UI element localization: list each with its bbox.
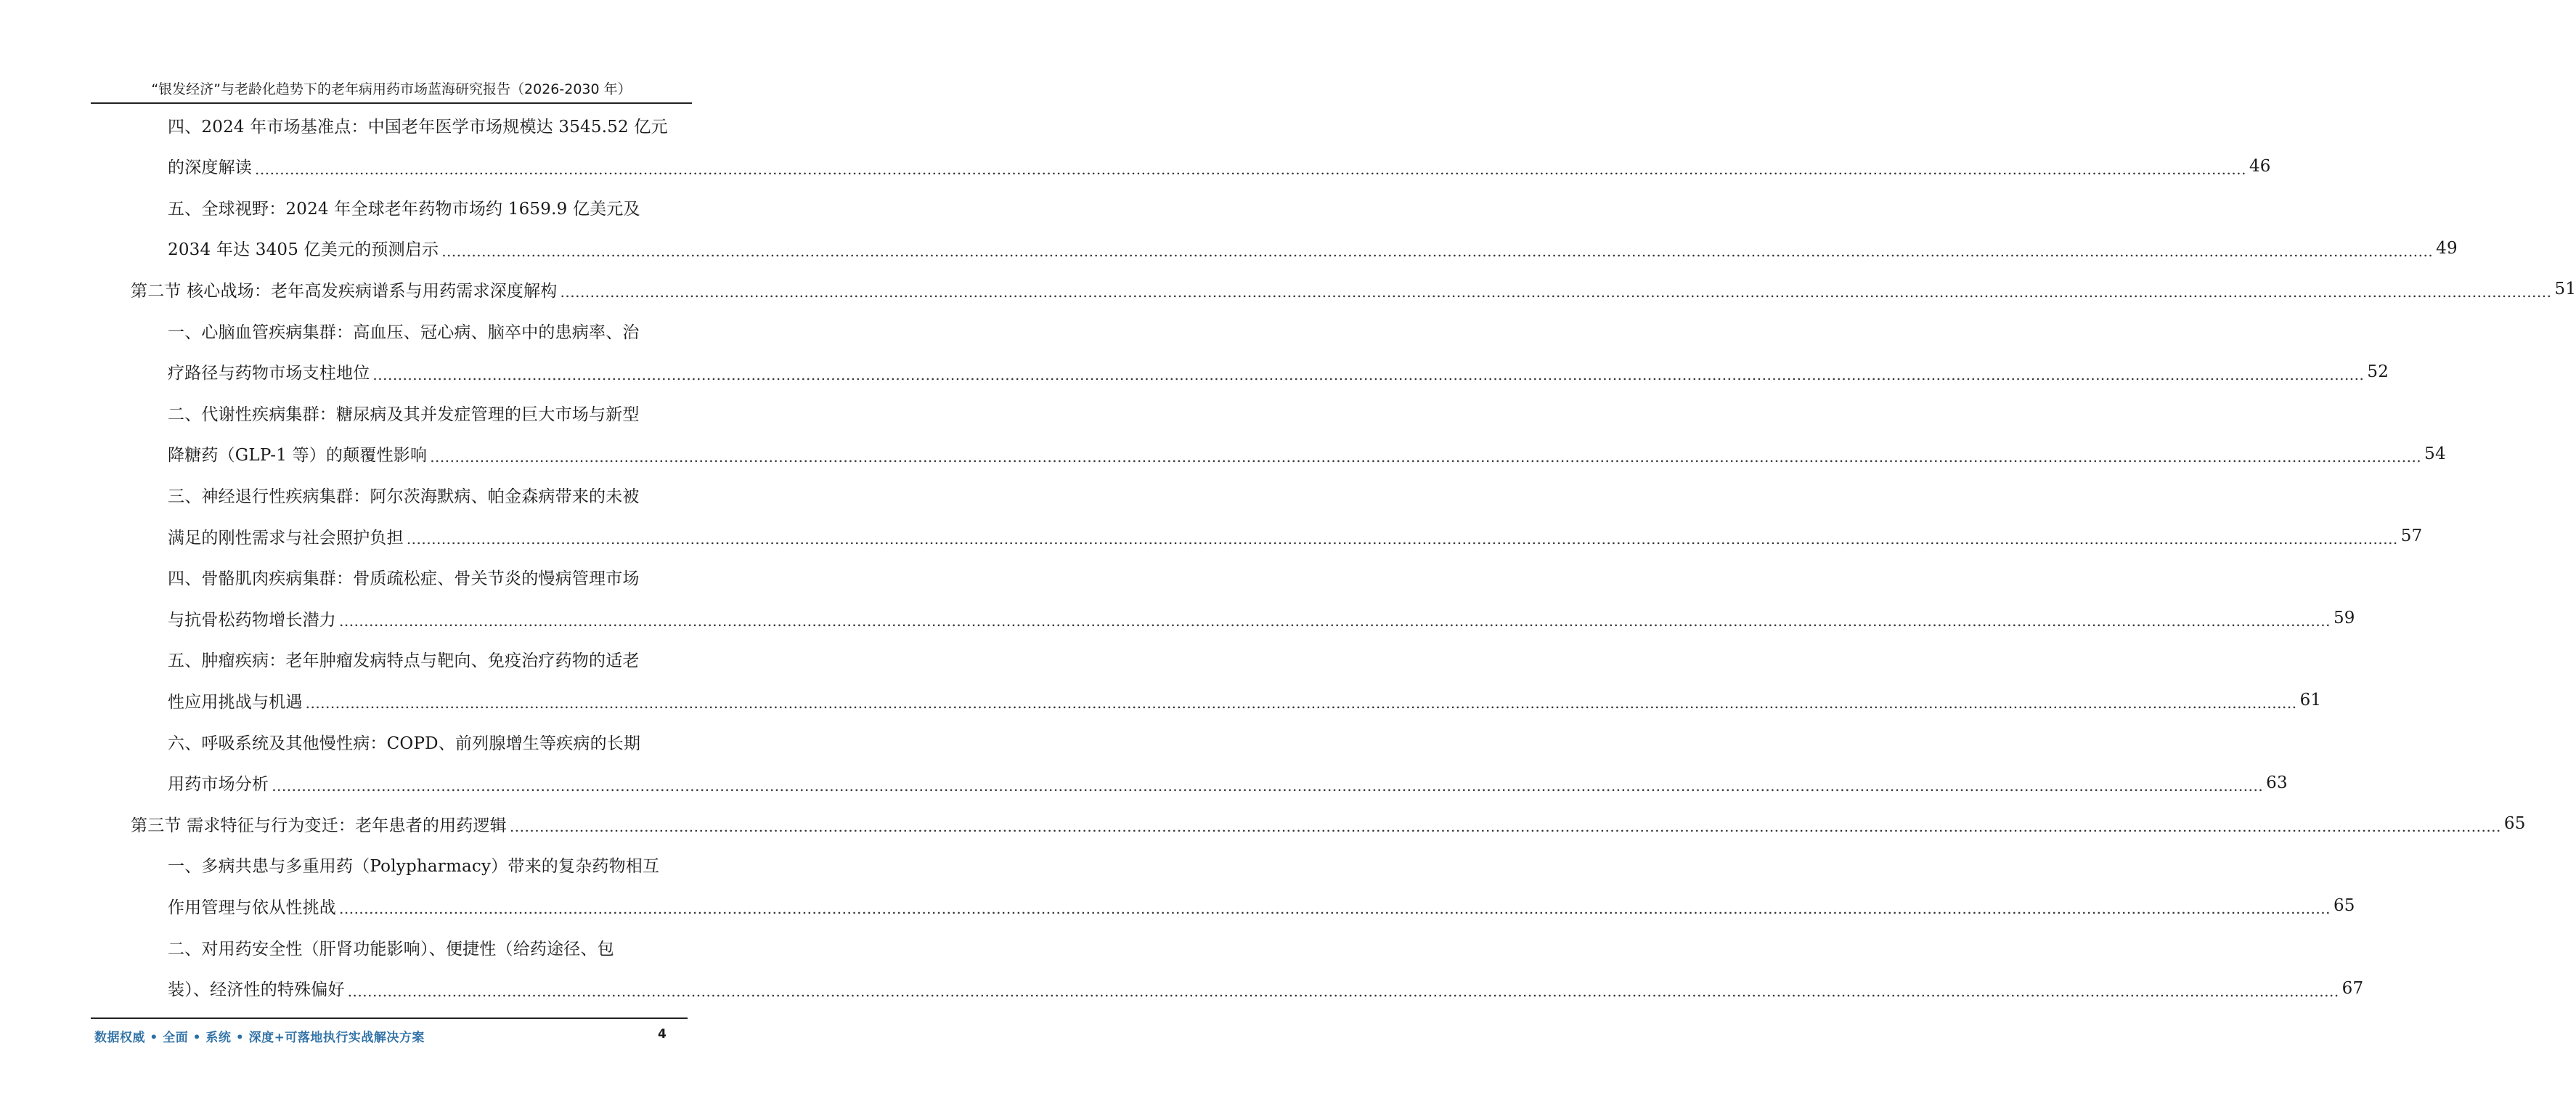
toc-leader-dots: ................................................................................................................................................................................................................................................................................................................................................................................................................ <box>509 818 2501 836</box>
toc-section-line[interactable] <box>131 803 2526 844</box>
toc-entry-text: 一、多病共患与多重用药（Polypharmacy）带来的复杂药物相互 <box>168 857 660 877</box>
toc-entry-line[interactable] <box>168 763 2288 803</box>
toc-entry-line[interactable] <box>168 721 690 762</box>
toc-page-number: 46 <box>2249 156 2271 176</box>
toc-entry-text: 满足的刚性需求与社会照护负担 <box>168 528 404 548</box>
footer-slogan: 数据权威 • 全面 • 系统 • 深度+可落地执行实战解决方案 <box>94 1031 425 1045</box>
footer-divider <box>91 1017 688 1019</box>
toc-leader-dots: ................................................................................................................................................................................................................................................................................................................................................................................................................ <box>272 776 2264 795</box>
toc-entry-line[interactable] <box>168 392 690 433</box>
toc-entry-line[interactable] <box>168 474 690 515</box>
toc-leader-dots: ................................................................................................................................................................................................................................................................................................................................................................................................................ <box>406 530 2398 548</box>
toc-entry-text: 疗路径与药物市场支柱地位 <box>168 364 370 383</box>
footer-page-number: 4 <box>658 1027 667 1041</box>
toc-page-number: 54 <box>2424 444 2446 463</box>
toc-page-number: 51 <box>2554 280 2576 299</box>
toc-page-number: 52 <box>2367 362 2389 381</box>
toc-leader-dots: ................................................................................................................................................................................................................................................................................................................................................................................................................ <box>339 900 2331 918</box>
header-divider <box>91 102 692 104</box>
toc-entry-text: 六、呼吸系统及其他慢性病：COPD、前列腺增生等疾病的长期 <box>168 734 641 753</box>
toc-entry-text: 四、2024 年市场基准点：中国老年医学市场规模达 3545.52 亿元 <box>168 117 668 137</box>
toc-entry-line[interactable] <box>168 228 2458 269</box>
toc-entry-text: 四、骨骼肌肉疾病集群：骨质疏松症、骨关节炎的慢病管理市场 <box>168 569 640 589</box>
toc-entry-text: 二、对用药安全性（肝肾功能影响）、便捷性（给药途径、包 <box>168 939 614 959</box>
toc-entry-text: 五、全球视野：2024 年全球老年药物市场约 1659.9 亿美元及 <box>168 199 640 219</box>
toc-page-number: 57 <box>2400 527 2423 545</box>
toc-page-number: 63 <box>2266 773 2288 792</box>
toc-entry-line[interactable] <box>168 557 690 598</box>
toc-entry-text: 性应用挑战与机遇 <box>168 692 303 712</box>
toc-entry-text: 五、肿瘤疾病：老年肿瘤发病特点与靶向、免疫治疗药物的适老 <box>168 651 640 671</box>
toc-leader-dots: ................................................................................................................................................................................................................................................................................................................................................................................................................ <box>347 982 2339 1000</box>
toc-leader-dots: ................................................................................................................................................................................................................................................................................................................................................................................................................ <box>339 612 2331 630</box>
toc-entry-line[interactable] <box>168 680 2322 720</box>
toc-page-number: 49 <box>2436 238 2458 258</box>
toc-entry-text: 2034 年达 3405 亿美元的预测启示 <box>168 240 439 260</box>
toc-entry-text: 装）、经济性的特殊偏好 <box>168 980 345 1000</box>
toc-page-number: 65 <box>2503 814 2526 834</box>
toc-leader-dots: ................................................................................................................................................................................................................................................................................................................................................................................................................ <box>255 160 2246 178</box>
toc-entry-line[interactable] <box>168 845 690 885</box>
toc-entry-line[interactable] <box>168 187 690 227</box>
toc-entry-text: 降糖药（GLP-1 等）的颠覆性影响 <box>168 446 428 466</box>
toc-entry-text: 的深度解读 <box>168 158 252 178</box>
toc-entry-line[interactable] <box>168 598 2355 638</box>
toc-entry-line[interactable] <box>168 968 2364 1009</box>
toc-entry-text: 一、心脑血管疾病集群：高血压、冠心病、脑卒中的患病率、治 <box>168 322 640 342</box>
toc-entry-text: 与抗骨松药物增长潜力 <box>168 610 336 630</box>
toc-entry-line[interactable] <box>168 105 690 145</box>
toc-entry-line[interactable] <box>168 885 2355 926</box>
toc-page-number: 59 <box>2333 609 2355 628</box>
page-header-title: “银发经济”与老龄化趋势下的老年病用药市场蓝海研究报告（2026-2030 年） <box>151 81 632 97</box>
toc-entry-line[interactable] <box>168 639 690 680</box>
toc-entry-text: 用药市场分析 <box>168 775 269 795</box>
toc-entry-line[interactable] <box>168 146 2271 187</box>
toc-entry-text: 作用管理与依从性挑战 <box>168 898 336 917</box>
toc-leader-dots: ................................................................................................................................................................................................................................................................................................................................................................................................................ <box>441 242 2434 260</box>
toc-entry-line[interactable] <box>168 434 2446 474</box>
toc-entry-text: 第二节 核心战场：老年高发疾病谱系与用药需求深度解构 <box>131 281 558 301</box>
toc-section-line[interactable] <box>131 269 2576 309</box>
toc-page-number: 67 <box>2341 978 2364 998</box>
toc-entry-line[interactable] <box>168 352 2389 392</box>
toc-entry-line[interactable] <box>168 927 690 967</box>
toc-leader-dots: ................................................................................................................................................................................................................................................................................................................................................................................................................ <box>430 447 2422 466</box>
toc-entry-line[interactable] <box>168 310 690 351</box>
toc-leader-dots: ................................................................................................................................................................................................................................................................................................................................................................................................................ <box>372 365 2365 383</box>
toc-entry-text: 二、代谢性疾病集群：糖尿病及其并发症管理的巨大市场与新型 <box>168 405 640 424</box>
toc-entry-text: 三、神经退行性疾病集群：阿尔茨海默病、帕金森病带来的未被 <box>168 487 640 506</box>
toc-entry-line[interactable] <box>168 516 2423 556</box>
toc-leader-dots: ................................................................................................................................................................................................................................................................................................................................................................................................................ <box>305 694 2297 712</box>
toc-leader-dots: ................................................................................................................................................................................................................................................................................................................................................................................................................ <box>560 283 2552 301</box>
toc-page-number: 61 <box>2299 691 2322 710</box>
toc-entry-text: 第三节 需求特征与行为变迁：老年患者的用药逻辑 <box>131 816 507 835</box>
toc-page-number: 65 <box>2333 896 2355 916</box>
